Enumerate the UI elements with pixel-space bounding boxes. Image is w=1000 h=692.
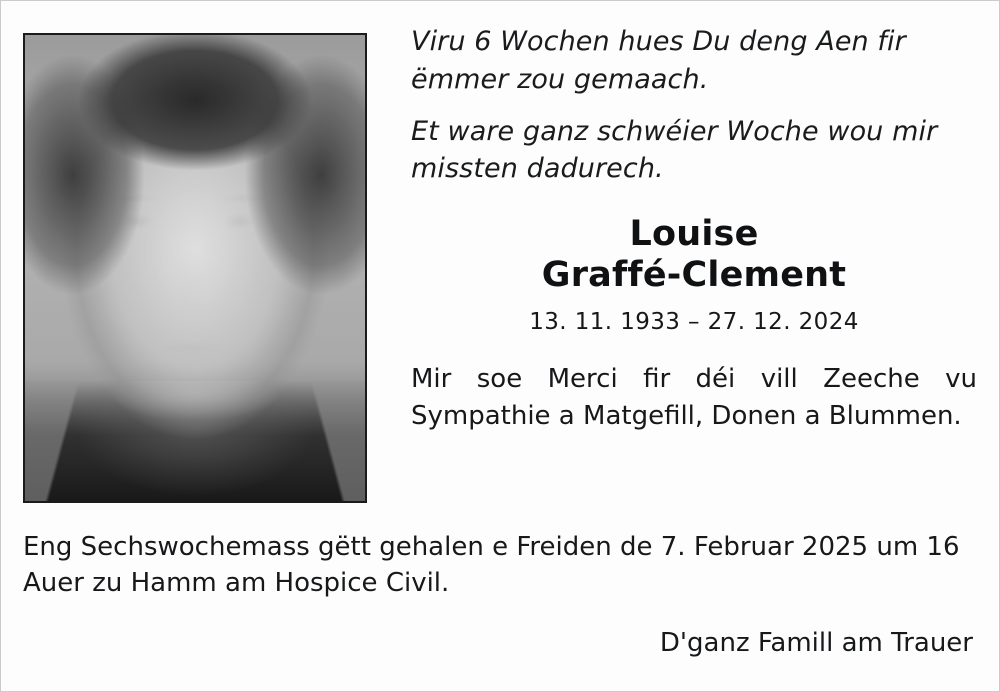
portrait-photo-icon [25, 35, 365, 501]
notice-content [23, 19, 977, 677]
deceased-first-name: Louise [629, 214, 759, 255]
family-signature: D'ganz Famill am Trauer [659, 627, 973, 658]
deceased-name-block [411, 214, 977, 335]
deceased-last-name: Graffé-Clement [541, 255, 847, 296]
portrait-column [23, 19, 375, 503]
portrait-frame [23, 33, 367, 503]
memorial-mass-info: Eng Sechswochemass gëtt gehalen e Freiden de 7. Februar 2025 um 16 Auer zu Hamm am Hospice Civil. [23, 532, 960, 599]
text-column [375, 19, 977, 462]
thanks-paragraph: Mir soe Merci fir déi vill Zeeche vu Sympathie a Matgefill, Donen a Blummen. [411, 363, 977, 432]
notice-bottom [23, 529, 977, 658]
verse-line-2: Et ware ganz schwéier Woche wou mir missten dadurech. [411, 115, 938, 185]
verse-line-1: Viru 6 Wochen hues Du deng Aen fir ëmmer zou gemaach. [411, 26, 906, 95]
notice-top-row [23, 19, 977, 503]
life-dates: 13. 11. 1933 – 27. 12. 2024 [529, 308, 859, 335]
